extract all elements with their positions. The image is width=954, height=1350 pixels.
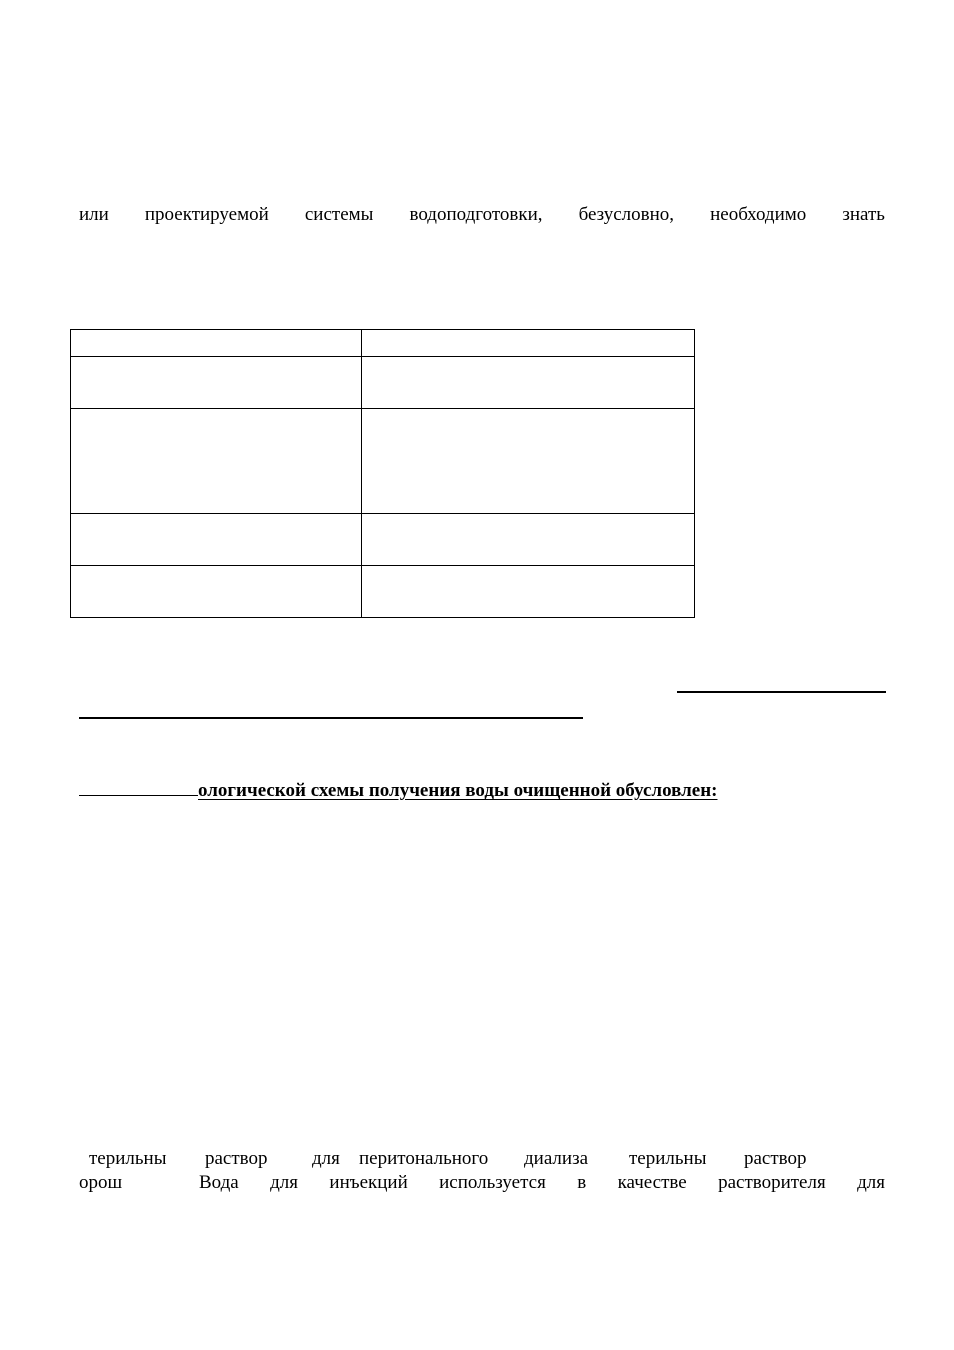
table-row [71, 409, 695, 514]
word: используется [439, 1172, 546, 1193]
section-heading [79, 776, 718, 802]
table-cell [362, 330, 695, 357]
word: растворителя [718, 1172, 826, 1193]
word: инъекций [329, 1172, 408, 1193]
word: безусловно, [578, 204, 675, 225]
table-cell [362, 357, 695, 409]
table-row [71, 330, 695, 357]
table-row [71, 566, 695, 618]
horizontal-rule-left [79, 717, 583, 719]
blank-underline [79, 776, 198, 796]
empty-table [70, 329, 695, 618]
word: для [270, 1172, 299, 1193]
body-text-line-top [79, 204, 885, 226]
word: диализа [524, 1148, 589, 1169]
word: водоподготовки, [409, 204, 543, 225]
table-cell [71, 409, 362, 514]
table-cell [71, 330, 362, 357]
word: системы [304, 204, 374, 225]
word: необходимо [710, 204, 807, 225]
word: качестве [617, 1172, 687, 1193]
table-cell [362, 409, 695, 514]
word: раствор [744, 1148, 807, 1169]
word: перитонального [359, 1148, 489, 1169]
table-row [71, 514, 695, 566]
table-cell [71, 566, 362, 618]
table-cell [71, 357, 362, 409]
word: Вода [199, 1172, 239, 1193]
table-cell [362, 514, 695, 566]
heading-text: ологической схемы получения воды очищенной обусловлен: [198, 780, 718, 801]
horizontal-rule-right [677, 691, 886, 693]
word: или [79, 204, 109, 225]
table-row [71, 357, 695, 409]
word: проектируемой [144, 204, 269, 225]
word: терильны [89, 1148, 167, 1169]
word: терильны [629, 1148, 707, 1169]
word: в [577, 1172, 587, 1193]
word: для [312, 1148, 340, 1169]
word: знать [842, 204, 885, 225]
word: орош [79, 1172, 123, 1193]
table-cell [71, 514, 362, 566]
table-cell [362, 566, 695, 618]
word: для [857, 1172, 885, 1193]
word: раствор [205, 1148, 268, 1169]
